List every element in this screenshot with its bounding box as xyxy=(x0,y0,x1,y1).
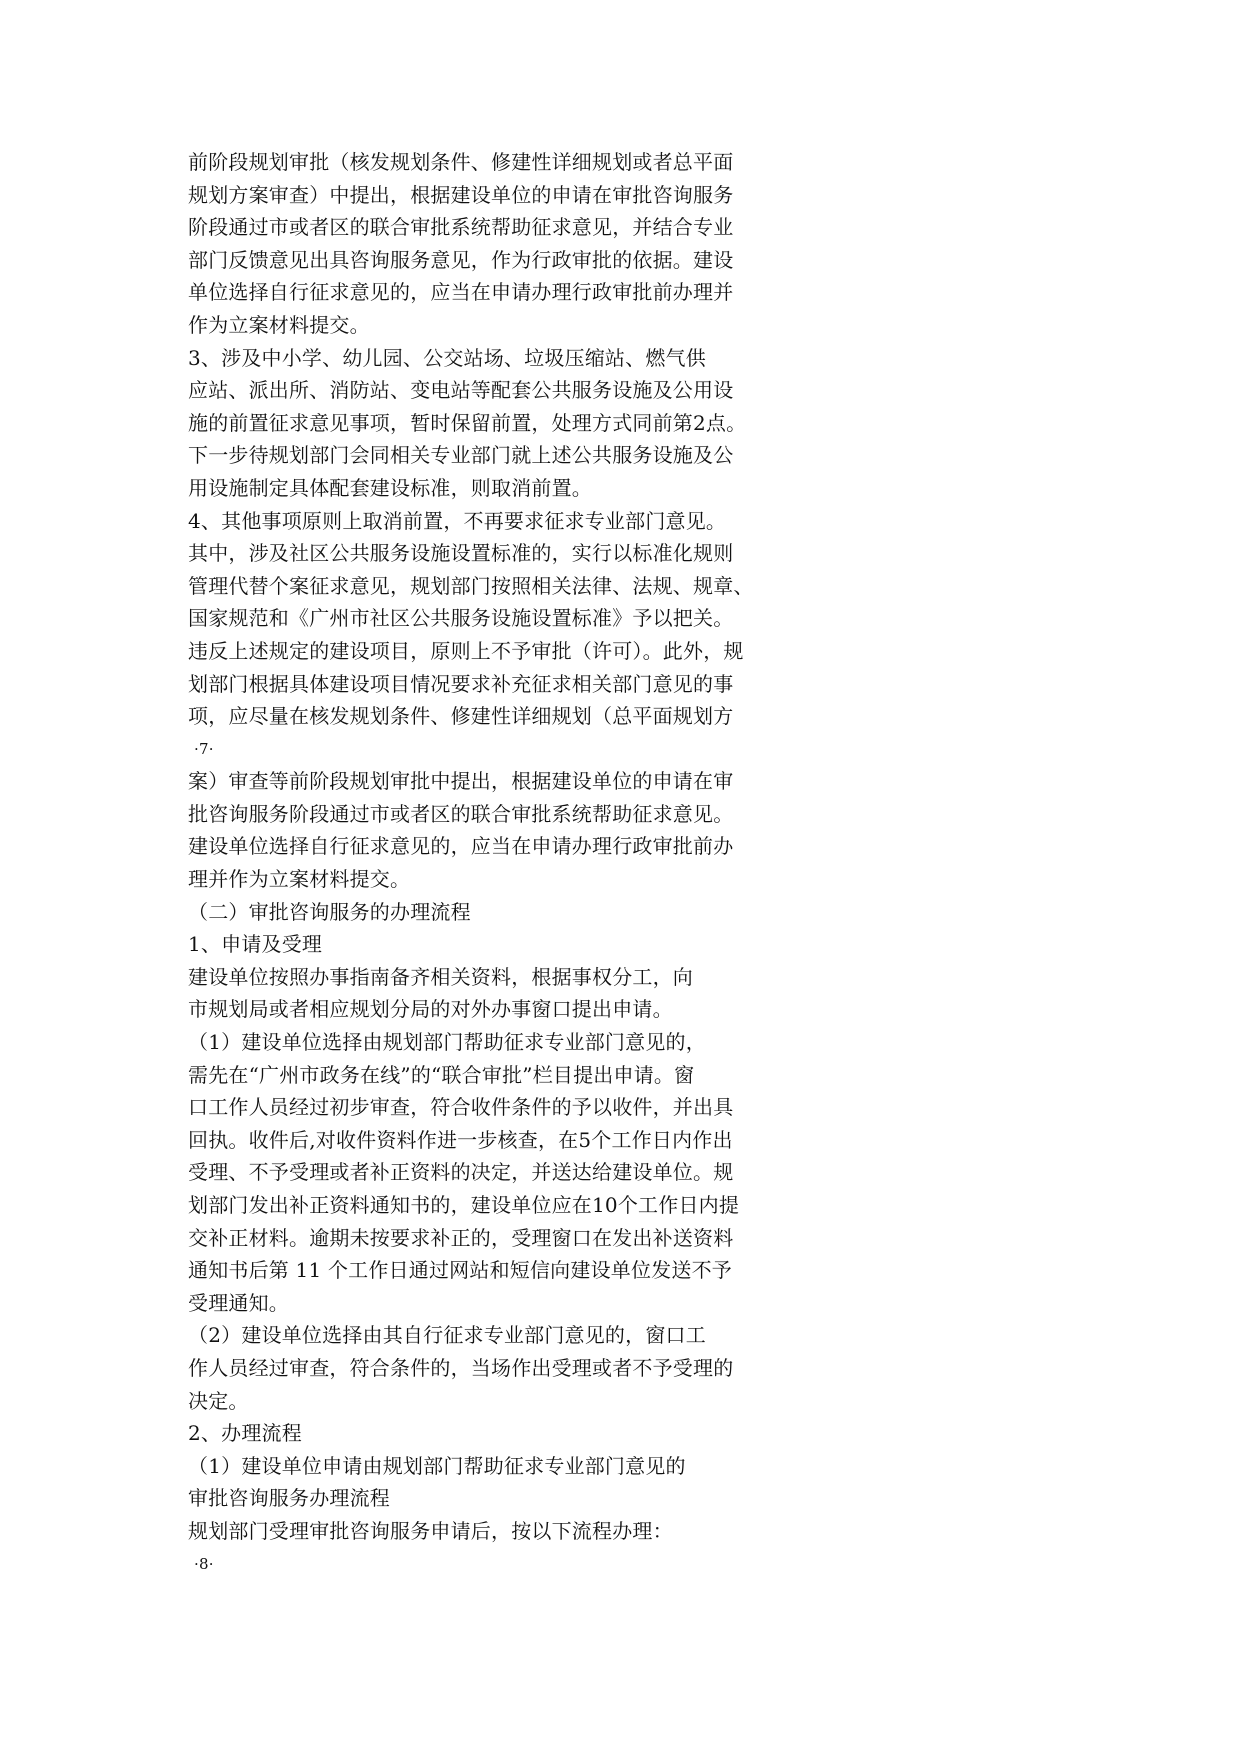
text-line: 审批咨询服务办理流程 xyxy=(188,1486,390,1511)
text-line: （2）建设单位选择由其自行征求专业部门意见的，窗口工 xyxy=(188,1323,706,1348)
text-line: 建设单位选择自行征求意见的，应当在申请办理行政审批前办 xyxy=(188,834,734,859)
text-line: 理并作为立案材料提交。 xyxy=(188,867,411,892)
section-heading: （二）审批咨询服务的办理流程 xyxy=(188,899,471,924)
subsection-heading: 2、办理流程 xyxy=(188,1421,302,1446)
page-number: ·7· xyxy=(194,739,214,758)
text-line: 下一步待规划部门会同相关专业部门就上述公共服务设施及公 xyxy=(188,443,734,468)
subsection-heading: 1、申请及受理 xyxy=(188,932,323,957)
text-line: 应站、派出所、消防站、变电站等配套公共服务设施及公用设 xyxy=(188,378,734,403)
text-line: 作为立案材料提交。 xyxy=(188,312,370,337)
text-line: 施的前置征求意见事项，暂时保留前置，处理方式同前第2点。 xyxy=(188,410,747,435)
text-line: 部门反馈意见出具咨询服务意见，作为行政审批的依据。建设 xyxy=(188,247,734,272)
text-line: 规划方案审查）中提出，根据建设单位的申请在审批咨询服务 xyxy=(188,182,734,207)
text-line: 3、涉及中小学、幼儿园、公交站场、垃圾压缩站、燃气供 xyxy=(188,345,706,370)
text-line: 违反上述规定的建设项目，原则上不予审批（许可）。此外，规 xyxy=(188,638,744,663)
text-line: 用设施制定具体配套建设标准，则取消前置。 xyxy=(188,475,592,500)
text-line: 其中，涉及社区公共服务设施设置标准的，实行以标准化规则 xyxy=(188,541,734,566)
text-line: 阶段通过市或者区的联合审批系统帮助征求意见，并结合专业 xyxy=(188,215,734,240)
text-line: 批咨询服务阶段通过市或者区的联合审批系统帮助征求意见。 xyxy=(188,801,734,826)
text-line: 决定。 xyxy=(188,1388,249,1413)
text-line: 管理代替个案征求意见，规划部门按照相关法律、法规、规章、 xyxy=(188,573,754,598)
text-line: （1）建设单位申请由规划部门帮助征求专业部门意见的 xyxy=(188,1453,686,1478)
text-line: 回执。收件后,对收件资料作进一步核查，在5个工作日内作出 xyxy=(188,1127,733,1152)
text-line: 划部门发出补正资料通知书的，建设单位应在10个工作日内提 xyxy=(188,1193,740,1217)
text-line: 受理通知。 xyxy=(188,1290,289,1315)
text-line: 项，应尽量在核发规划条件、修建性详细规划（总平面规划方 xyxy=(188,704,734,729)
page-number: ·8· xyxy=(194,1554,214,1573)
text-line: 前阶段规划审批（核发规划条件、修建性详细规划或者总平面 xyxy=(188,150,734,174)
text-line: 案）审查等前阶段规划审批中提出，根据建设单位的申请在审 xyxy=(188,769,734,794)
text-line: 4、其他事项原则上取消前置，不再要求征求专业部门意见。 xyxy=(188,508,727,533)
text-line: 国家规范和《广州市社区公共服务设施设置标准》予以把关。 xyxy=(188,606,734,631)
text-line: 市规划局或者相应规划分局的对外办事窗口提出申请。 xyxy=(188,997,673,1022)
text-line: 单位选择自行征求意见的，应当在申请办理行政审批前办理并 xyxy=(188,280,734,305)
text-line: 口工作人员经过初步审查，符合收件条件的予以收件，并出具 xyxy=(188,1095,734,1120)
text-line: 划部门根据具体建设项目情况要求补充征求相关部门意见的事 xyxy=(188,671,734,696)
text-line: 规划部门受理审批咨询服务申请后，按以下流程办理： xyxy=(188,1518,673,1543)
text-line: （1）建设单位选择由规划部门帮助征求专业部门意见的， xyxy=(188,1030,706,1055)
text-line: 作人员经过审查，符合条件的，当场作出受理或者不予受理的 xyxy=(188,1355,734,1380)
text-line: 通知书后第 11 个工作日通过网站和短信向建设单位发送不予 xyxy=(188,1258,732,1283)
text-line: 需先在“广州市政务在线”的“联合审批”栏目提出申请。窗 xyxy=(188,1062,695,1087)
text-line: 受理、不予受理或者补正资料的决定，并送达给建设单位。规 xyxy=(188,1160,734,1185)
text-line: 建设单位按照办事指南备齐相关资料，根据事权分工，向 xyxy=(188,964,693,989)
text-line: 交补正材料。逾期未按要求补正的，受理窗口在发出补送资料 xyxy=(188,1225,734,1250)
body-text xyxy=(188,146,828,1580)
